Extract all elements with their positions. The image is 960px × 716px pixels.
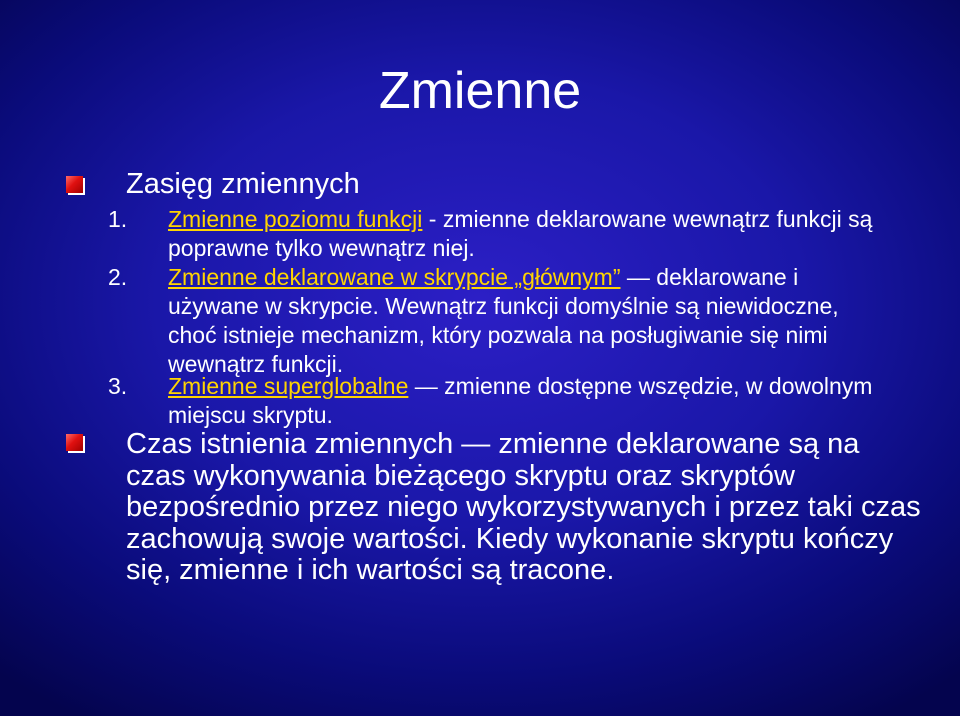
slide-title — [0, 58, 960, 124]
list-item-text — [168, 372, 888, 430]
list-item-text — [168, 263, 888, 379]
list-item — [108, 263, 888, 379]
bullet-square-icon — [66, 176, 83, 193]
slide-title-text: Zmienne — [378, 62, 582, 120]
list-item-description: — zmienne dostępne wszędzie, w dowolnym miejscu skryptu. — [168, 373, 873, 428]
bullet-square-icon — [66, 434, 83, 451]
list-item-term: Zmienne superglobalne — [168, 373, 409, 399]
list-item — [108, 205, 888, 263]
bullet-heading-scope: Zasięg zmiennych — [126, 168, 360, 200]
list-item-description: - zmienne deklarowane wewnątrz funkcji są poprawne tylko wewnątrz niej. — [168, 206, 873, 261]
list-item-number: 1. — [108, 206, 128, 232]
list-item-number: 3. — [108, 373, 128, 399]
bullet-paragraph-lifetime: Czas istnienia zmiennych — zmienne deklarowane są na czas wykonywania bieżącego skryptu oraz skryptów bezpośrednio przez niego wykorzystywanych i przez taki czas zachowują swoje wartości. Kiedy wykonanie skryptu kończy się, zmienne i ich wartości są tracone. — [126, 428, 921, 586]
list-item — [108, 372, 888, 430]
list-item-description: — deklarowane i używane w skrypcie. Wewnątrz funkcji domyślnie są niewidoczne, choć istnieje mechanizm, który pozwala na posługiwanie się nimi wewnątrz funkcji. — [168, 264, 839, 377]
list-item-text — [168, 205, 888, 263]
list-item-term: Zmienne deklarowane w skrypcie „głównym” — [168, 264, 621, 290]
list-item-term: Zmienne poziomu funkcji — [168, 206, 423, 232]
list-item-number: 2. — [108, 264, 128, 290]
